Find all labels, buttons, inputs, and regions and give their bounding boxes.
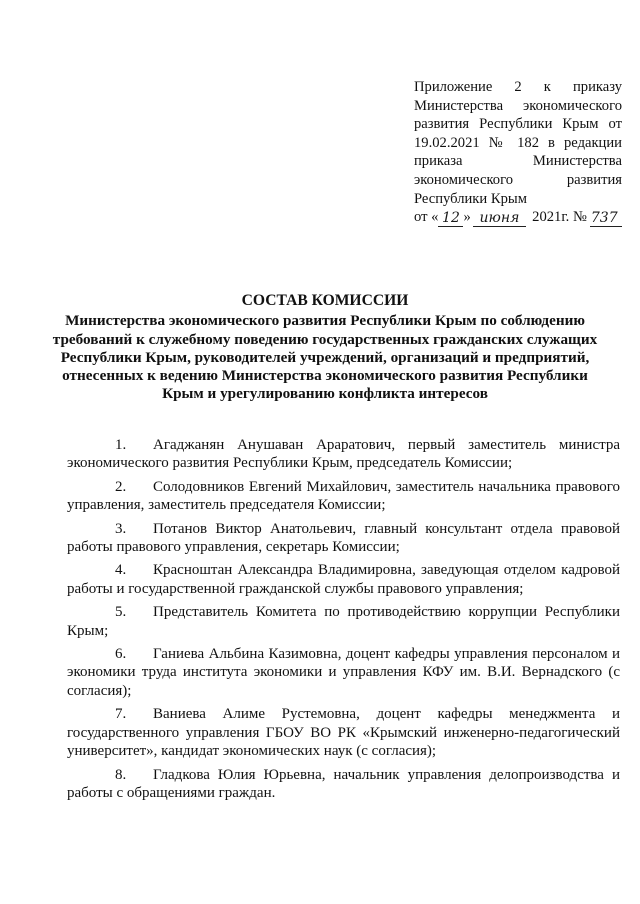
- list-item: [67, 436, 620, 473]
- list-item: [67, 766, 620, 803]
- item-text: Солодовников Евгений Михайлович, заместитель начальника правового управления, заместитель председателя Комиссии;: [67, 478, 620, 514]
- item-text: Агаджанян Анушаван Араратович, первый заместитель министра экономического развития Республики Крым, председатель Комиссии;: [67, 437, 620, 472]
- date-year: 2021г. №: [532, 209, 587, 226]
- title-subtitle: Министерства экономического развития Республики Крым по соблюдению требований к служебному поведению государственных гражданских служащих Республики Крым, руководителей учреждений, организаций и предприятий, отнесенных к ведению Министерства экономического развития Республики Крым и урегулированию конфликта интересов: [52, 312, 598, 403]
- list-item: [67, 520, 620, 557]
- item-number: 1.: [115, 437, 127, 453]
- handwritten-month: июня: [473, 210, 526, 227]
- date-quote-close: »: [463, 209, 471, 226]
- item-number: 2.: [115, 478, 127, 495]
- appendix-line: экономического развития: [414, 171, 622, 188]
- appendix-line: Приложение 2 к приказу: [414, 79, 622, 95]
- appendix-line: 19.02.2021 № 182 в редакции: [414, 134, 622, 151]
- title-main: СОСТАВ КОМИССИИ: [241, 292, 409, 309]
- appendix-header: [414, 78, 622, 227]
- item-text: Потанов Виктор Анатольевич, главный консультант отдела правовой работы правового управления, секретарь Комиссии;: [67, 520, 620, 556]
- document-title: [40, 292, 610, 404]
- appendix-line: Республики Крым: [414, 190, 527, 207]
- item-text: Ваниева Алиме Рустемовна, доцент кафедры менеджмента и государственного управления ГБОУ ВО РК «Крымский инженерно-педагогический университет», кандидат экономических наук (с согласия);: [67, 706, 620, 760]
- item-text: Представитель Комитета по противодействию коррупции Республики Крым;: [67, 604, 620, 639]
- list-item: [67, 561, 620, 598]
- appendix-line: приказа Министерства: [414, 153, 622, 170]
- item-number: 3.: [115, 520, 127, 537]
- handwritten-day: 12: [438, 210, 463, 227]
- handwritten-order-number: 737: [590, 210, 622, 227]
- list-item: [67, 705, 620, 760]
- appendix-line: развития Республики Крым от: [414, 116, 622, 133]
- date-prefix: от «: [414, 209, 439, 226]
- order-date-line: [414, 208, 622, 227]
- item-text: Ганиева Альбина Казимовна, доцент кафедры управления персоналом и экономики труда института экономики и управления КФУ им. В.И. Вернадского (с согласия);: [67, 646, 620, 699]
- members-list: [67, 436, 620, 807]
- item-text: Гладкова Юлия Юрьевна, начальник управления делопроизводства и работы с обращениями граждан.: [67, 766, 620, 801]
- item-number: 5.: [115, 604, 127, 621]
- list-item: [67, 645, 620, 700]
- list-item: [67, 478, 620, 515]
- list-item: [67, 603, 620, 640]
- appendix-line: Министерства экономического: [414, 97, 622, 114]
- item-number: 4.: [115, 562, 127, 579]
- item-number: 8.: [115, 766, 127, 783]
- item-text: Красноштан Александра Владимировна, заведующая отделом кадровой работы и государственной гражданской службы правового управления;: [67, 562, 620, 597]
- item-number: 6.: [115, 646, 127, 663]
- item-number: 7.: [115, 706, 127, 723]
